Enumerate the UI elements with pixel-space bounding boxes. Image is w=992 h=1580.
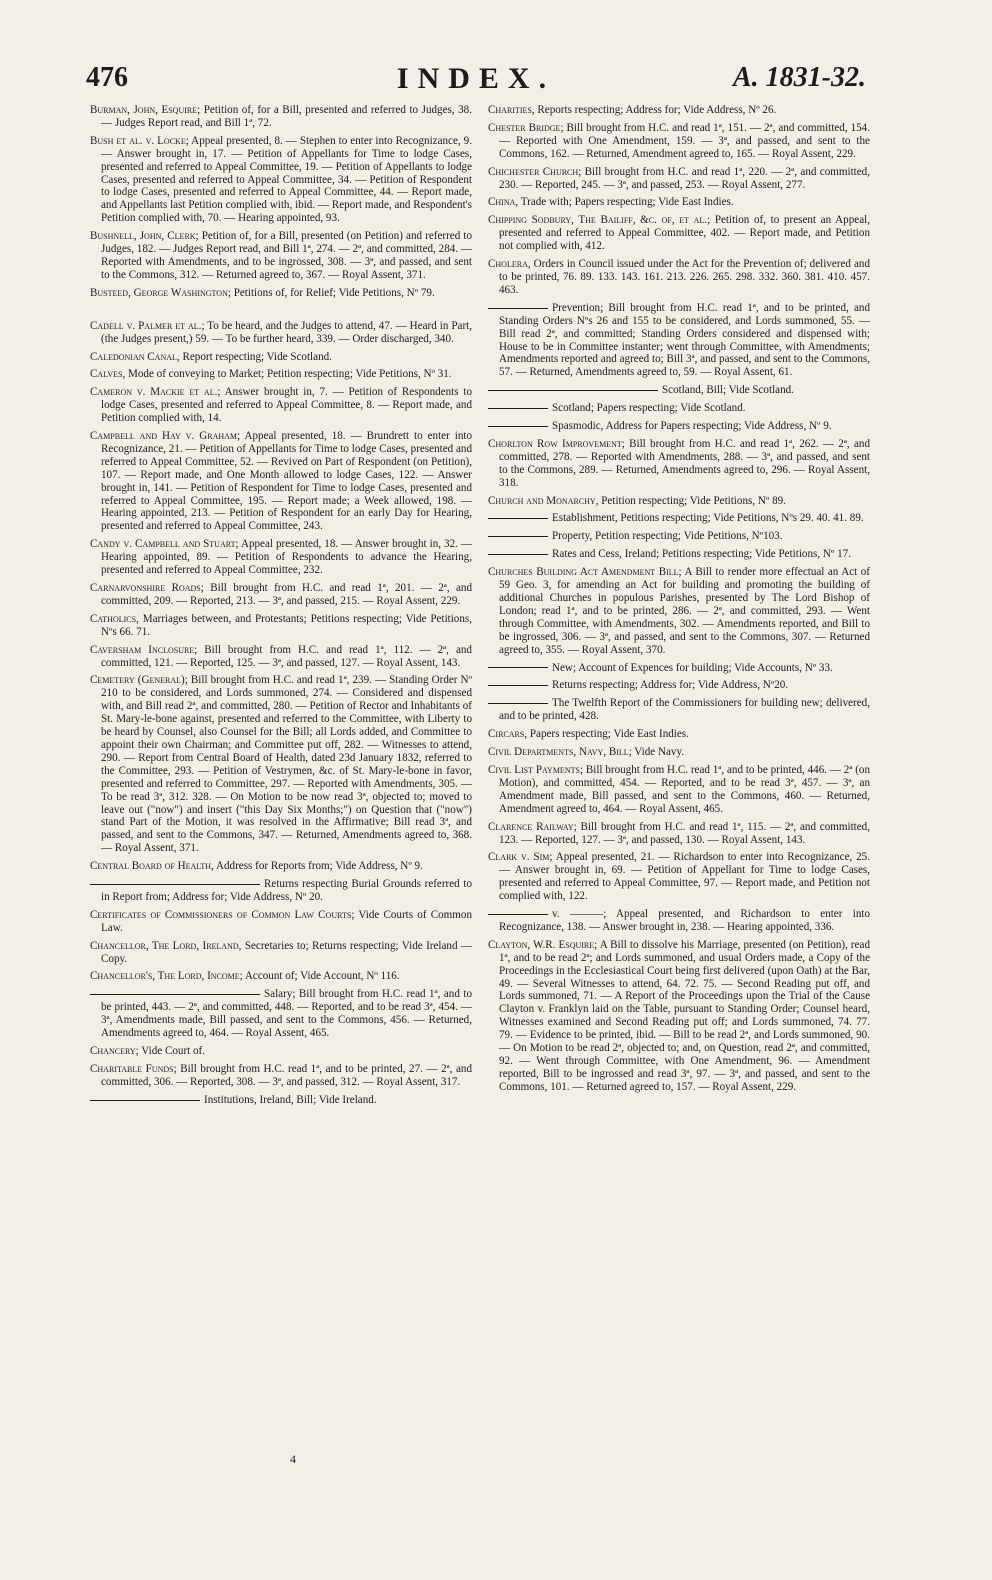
index-entry xyxy=(488,258,870,297)
index-entry xyxy=(488,122,870,161)
left-column xyxy=(90,104,472,1112)
index-entry xyxy=(488,420,870,433)
ditto-rule xyxy=(488,308,548,309)
index-entry xyxy=(488,662,870,675)
entry-headword: Cadell v. Palmer et al. xyxy=(90,319,202,332)
entry-text: ; Account of; Vide Account, Nº 116. xyxy=(239,970,400,983)
entry-headword: Clarence Railway xyxy=(488,820,574,833)
entry-headword: Chancery xyxy=(90,1045,136,1057)
index-entry xyxy=(488,214,870,253)
entry-headword: Central Board of Health xyxy=(90,860,212,873)
entry-text: ; Appeal presented, 18. — Answer brought in, 32. — Hearing appointed, 89. — Petition of Respondents to advance the Hearing, presented and referred to Appeal Committee, 232. xyxy=(101,538,472,577)
entry-headword: Caledonian Canal xyxy=(90,350,177,363)
entry-headword: Cholera xyxy=(488,258,528,271)
entry-text: ; Answer brought in, 7. — Petition of Respondents to lodge Cases, presented and referred to Appeal Committee, 8. — Report made, and Petition complied with, 14. xyxy=(101,386,472,425)
ditto-rule xyxy=(90,994,260,995)
page-title: INDEX. xyxy=(396,62,556,95)
ditto-rule xyxy=(488,914,548,915)
index-entry xyxy=(90,368,472,381)
index-entry xyxy=(488,495,870,508)
entry-text: ; Bill brought from H.C. and read 1ª, 239. — Standing Order Nº 210 to be considered, and Lords summoned, 274. — Considered and dispensed with, and Bill read 2ª, and committed, 280. — Petition of Rector and Inhabitants of St. Mary-le-bone against, presented and referred to the Committee, with Liberty to be heard by Counsel, also Counsel for the Bill; all Lords added, and Committee to appoint their own Chairman; and Committee put off, 282. — Witnesses to attend, 290. — Report from Central Board of Health, dated 23d January 1832, referred to the Committee, 293. — Petition of Vestrymen, &c. of St. Mary-le-bone in favor, presented and referred to Committee, 297. — Reported with Amendments, 305. — To be read 3ª, 312. 328. — On Motion to be now read 3ª, objected to; moved to leave out ("now") and insert ("this Day Six Months;") on Question that ("now") stand Part of the Motion, it was resolved in the Affirmative; Bill read 3ª, and passed, and sent to the Commons, 347. — Returned, Amendments agreed to, 368. — Royal Assent, 371. xyxy=(101,674,472,855)
entry-headword: Certificates of Commissioners of Common Law Courts xyxy=(90,908,352,921)
page-number: 476 xyxy=(86,62,128,93)
entry-text: The Twelfth Report of the Commissioners for building new; delivered, and to be printed, 428. xyxy=(499,697,870,723)
entry-headword: Cameron v. Mackie et al. xyxy=(90,386,218,399)
entry-headword: Chester Bridge xyxy=(488,121,561,134)
entry-headword: Candy v. Campbell and Stuart xyxy=(90,538,236,551)
index-entry xyxy=(90,430,472,533)
entry-text: ; Petitions of, for Relief; Vide Petitions, Nº 79. xyxy=(227,286,435,299)
index-entry xyxy=(488,939,870,1094)
index-entry xyxy=(90,386,472,425)
entry-text: ; Petition of, for a Bill, presented (on Petition) and referred to Judges, 182. — Judges Report read, and Bill 1ª, 274. — 2ª, and committed, 284. — Reported with Amendments, and to be ingrossed, 308. — 3ª, and passed, and sent to the Commons, 312. — Returned agreed to, 367. — Royal Assent, 371. xyxy=(101,230,472,281)
entry-headword: Churches Building Act Amendment Bill xyxy=(488,566,679,579)
signature-mark: 4 xyxy=(290,1452,296,1466)
entry-text: ; Petition of, to present an Appeal, presented and referred to Appeal Committee, 402. — Report made, and Petition not complied with, 412. xyxy=(499,214,870,253)
ditto-rule xyxy=(488,667,548,668)
entry-headword: Civil Departments, Navy, Bill xyxy=(488,746,629,759)
entry-text: , Secretaries to; Returns respecting; Vide Ireland — Copy. xyxy=(101,939,472,965)
entry-text: ; Bill brought from H.C. and read 1ª, 115. — 2ª, and committed, 123. — Reported, 127. — 3ª, and passed, 130. — Royal Assent, 143. xyxy=(499,820,870,846)
ditto-rule xyxy=(488,536,548,537)
entry-headword: Civil List Payments xyxy=(488,763,580,776)
index-entry xyxy=(488,302,870,379)
entry-text: ; Petition of, for a Bill, presented and referred to Judges, 38. — Judges Report read, and Bill 1ª, 72. xyxy=(101,104,472,129)
entry-text: Establishment, Petitions respecting; Vide Petitions, Nºs 29. 40. 41. 89. xyxy=(552,512,864,525)
entry-text: ; Bill brought from H.C. and read 1ª, 262. — 2ª, and committed, 278. — Reported with Amendments, 288. — 3ª, and passed, and sent to the Commons, 289. — Returned, Amendments agreed to, 296. — Royal Assent, 318. xyxy=(499,437,870,489)
index-entry xyxy=(90,970,472,983)
index-entry xyxy=(488,566,870,656)
ditto-rule xyxy=(488,390,658,391)
entry-headword: Catholics xyxy=(90,612,137,625)
index-entry xyxy=(90,320,472,346)
ditto-rule xyxy=(488,408,548,409)
index-entry xyxy=(488,746,870,759)
entry-text: Rates and Cess, Ireland; Petitions respecting; Vide Petitions, Nº 17. xyxy=(552,548,851,561)
index-entry xyxy=(488,438,870,490)
entry-text: New; Account of Expences for building; Vide Accounts, Nº 33. xyxy=(552,661,833,674)
entry-headword: Bushnell, John, Clerk xyxy=(90,230,196,243)
ditto-rule xyxy=(488,518,548,519)
entry-text: ; A Bill to render more effectual an Act of 59 Geo. 3, for amending an Act for building and promoting the building of additional Churches in populous Parishes, presented by The Lord Bishop of London; read 1ª, and to be printed, 286. — 2ª, and committed, 293. — Went through Committee, with Amendments, 302. — Amendments reported, and Bill to be ingrossed, 306. — 3ª, and passed, and sent to the Commons, 307. — Returned agreed to, 355. — Royal Assent, 370. xyxy=(499,566,870,656)
index-entry xyxy=(488,697,870,723)
entry-text: v. ———; Appeal presented, and Richardson to enter into Recognizance, 138. — Answer brought in, 238. — Hearing appointed, 336. xyxy=(499,908,870,933)
entry-headword: Clayton, W.R. Esquire xyxy=(488,938,595,951)
entry-headword: Chancellor, The Lord, Ireland xyxy=(90,939,239,952)
entry-text: ; Vide Courts of Common Law. xyxy=(101,908,472,934)
entry-text: Scotland, Bill; Vide Scotland. xyxy=(662,384,794,397)
entry-text: ; Vide Navy. xyxy=(628,746,685,759)
index-entry xyxy=(90,351,472,364)
entry-headword: Cemetery (General) xyxy=(90,674,185,687)
index-entry xyxy=(488,851,870,903)
entry-text: Scotland; Papers respecting; Vide Scotland. xyxy=(552,402,746,415)
index-entry xyxy=(90,878,472,904)
index-entry xyxy=(90,674,472,855)
entry-text: , Report respecting; Vide Scotland. xyxy=(176,350,332,363)
entry-text: , Petition respecting; Vide Petitions, Nº 89. xyxy=(595,494,786,507)
entry-text: , Reports respecting; Address for; Vide Address, Nº 26. xyxy=(531,104,777,116)
entry-text: ; Vide Court of. xyxy=(135,1045,206,1057)
right-column xyxy=(488,104,870,1099)
entry-headword: Church and Monarchy xyxy=(488,494,596,507)
index-entry xyxy=(488,512,870,525)
entry-text: ; Bill brought from H.C. and read 1ª, 151. — 2ª, and committed, 154. — Reported with One Amendment, 159. — 3ª, and passed, and sent to the Commons, 162. — Returned, Amendment agreed to, 165. — Royal Assent, 229. xyxy=(499,121,870,160)
index-entry xyxy=(90,909,472,935)
index-entry xyxy=(488,548,870,561)
entry-text: Spasmodic, Address for Papers respecting; Vide Address, Nº 9. xyxy=(552,420,832,433)
index-entry xyxy=(90,613,472,639)
entry-text: , Mode of conveying to Market; Petition respecting; Vide Petitions, Nº 31. xyxy=(122,368,452,381)
entry-text: ; To be heard, and the Judges to attend, 47. — Heard in Part, (the Judges present,) 59. — To be further heard, 339. — Order discharged, 340. xyxy=(101,319,472,345)
entry-headword: Charitable Funds xyxy=(90,1062,174,1075)
entry-text: Salary; Bill brought from H.C. read 1ª, and to be printed, 443. — 2ª, and committed, 448. — Reported, and to be read 3ª, 454. — 3ª, Amendments made, Bill passed, and sent to the Commons, 456. — Returned, Amendments agreed to, 464. — Royal Assent, 465. xyxy=(101,988,472,1040)
index-entry xyxy=(90,582,472,608)
index-entry xyxy=(90,940,472,966)
index-entry xyxy=(90,135,472,225)
index-entry xyxy=(488,166,870,192)
index-entry xyxy=(488,764,870,816)
entry-headword: Burman, John, Esquire xyxy=(90,104,198,116)
entry-text: ; Appeal presented, 18. — Brundrett to enter into Recognizance, 21. — Petition of Appellants for Time to lodge Cases, presented and referred to Appeal Committee, 52. — Revived on Part of Respondent (on Petition), 107. — Report made, and One Month allowed to lodge Cases, 122. — Answer brought in, 141. — Petition of Respondent for Time to lodge Cases, presented and referred to Appeal Committee, 195. — Report made; a Week allowed, 198. — Hearing appointed, 213. — Petition of Respondent for an early Day for Hearing, presented and referred to Appeal Committee, 243. xyxy=(101,430,472,533)
entry-text: Returns respecting; Address for; Vide Address, Nº20. xyxy=(552,679,789,692)
index-entry xyxy=(90,230,472,282)
ditto-rule xyxy=(488,554,548,555)
index-entry xyxy=(90,1045,472,1058)
entry-headword: Circars xyxy=(488,728,525,741)
entry-headword: Calves xyxy=(90,368,123,381)
entry-text: Institutions, Ireland, Bill; Vide Ireland. xyxy=(204,1093,377,1106)
entry-headword: Busteed, George Washington xyxy=(90,286,228,299)
ditto-rule xyxy=(488,703,548,704)
entry-headword: Caversham Inclosure xyxy=(90,643,195,656)
entry-headword: Campbell and Hay v. Graham xyxy=(90,430,238,443)
entry-headword: Charities xyxy=(488,104,532,116)
entry-text: ; Bill brought from H.C. read 1ª, and to be printed, 446. — 2ª (on Motion), and committed, 454. — Reported, and to be read 3ª, 457. — 3ª, an Amendment made, Bill passed, and sent to the Commons, 460. — Returned, Amendment agreed to, 464. — Royal Assent, 465. xyxy=(499,763,870,815)
entry-text: , Orders in Council issued under the Act for the Prevention of; delivered and to be printed, 76. 89. 133. 143. 161. 213. 226. 265. 298. 332. 360. 381. 410. 457. 463. xyxy=(499,258,870,296)
entry-headword: Chorlton Row Improvement xyxy=(488,437,622,450)
ditto-rule xyxy=(488,685,548,686)
entry-text: Prevention; Bill brought from H.C. read 1ª, and to be printed, and Standing Orders Nºs 26 and 155 to be considered, and Lords summoned, 55. — Bill read 2ª, and committed; Standing Orders considered and dispensed with; House to be in Committee instanter; went through Committee, with Amendments; Amendments reported and agreed to; Bill 3ª, and passed, and sent to the Commons, 57. — Returned, Amendments agreed to, 59. — Royal Assent, 61. xyxy=(499,301,870,379)
index-entry xyxy=(488,821,870,847)
entry-text: ; Appeal presented, 21. — Richardson to enter into Recognizance, 25. — Answer brought in, 69. — Petition of Appellant for Time to lodge Cases, presented and referred to Appeal Committee, 97. — Report made, and Petition not complied with, 122. xyxy=(499,851,870,903)
entry-headword: Bush et al. v. Locke xyxy=(90,134,186,147)
entry-headword: Chancellor's, The Lord, Income xyxy=(90,970,240,983)
entry-text: ; Bill brought from H.C. read 1ª, and to be printed, 27. — 2ª, and committed, 306. — Reported, 308. — 3ª, and passed, 312. — Royal Assent, 317. xyxy=(101,1062,473,1088)
entry-headword: Chichester Church xyxy=(488,165,579,178)
index-entry xyxy=(90,287,472,300)
entry-text: Property, Petition respecting; Vide Petitions, Nº103. xyxy=(552,530,783,543)
entry-headword: Chipping Sodbury, The Bailiff, &c. of, et al. xyxy=(488,214,708,227)
index-entry xyxy=(488,679,870,692)
index-entry xyxy=(488,530,870,543)
index-entry xyxy=(90,988,472,1040)
ditto-rule xyxy=(488,426,548,427)
index-entry xyxy=(488,402,870,415)
index-entry xyxy=(488,908,870,934)
index-entry xyxy=(90,1063,472,1089)
entry-text: , Address for Reports from; Vide Address, Nº 9. xyxy=(211,860,423,873)
index-entry xyxy=(90,104,472,130)
entry-text: Returns respecting Burial Grounds referred to in Report from; Address for; Vide Address, Nº 20. xyxy=(101,878,472,903)
page-header xyxy=(86,62,866,102)
ditto-rule xyxy=(90,1100,200,1101)
index-entry xyxy=(90,1094,472,1107)
entry-text: , Trade with; Papers respecting; Vide East Indies. xyxy=(515,196,734,209)
entry-text: ; Appeal presented, 8. — Stephen to enter into Recognizance, 9. — Answer brought in, 17. — Petition of Appellants for Time to lodge Cases, presented and referred to Appeal Committee, 19. — Petition of Appellants to lodge Cases, presented and referred to Appeal Committee, 34. — Petition of Respondent to lodge Cases, presented and referred to Appeal Committee, 44. — Report made, and Appellants last Petition complied with, ibid. — Report made, and Respondent's Petition complied with, 70. — Hearing appointed, 93. xyxy=(101,134,472,225)
entry-text: ; Bill brought from H.C. and read 1ª, 201. — 2ª, and committed, 209. — Reported, 213. — 3ª, and passed, 215. — Royal Assent, 229. xyxy=(101,582,472,607)
index-entry xyxy=(488,196,870,209)
entry-text: ; Bill brought from H.C. and read 1ª, 220. — 2ª, and committed, 230. — Reported, 245. — 3ª, and passed, 253. — Royal Assent, 277. xyxy=(499,165,870,191)
entry-text: ; Bill brought from H.C. and read 1ª, 112. — 2ª, and committed, 121. — Reported, 125. — 3ª, and passed, 127. — Royal Assent, 143. xyxy=(101,643,472,669)
ditto-rule xyxy=(90,884,260,885)
index-entry xyxy=(488,728,870,741)
index-entry xyxy=(90,860,472,873)
index-entry xyxy=(488,104,870,117)
index-entry xyxy=(90,538,472,577)
entry-headword: Clark v. Sim xyxy=(488,851,550,864)
index-entry xyxy=(90,644,472,670)
entry-text: , Marriages between, and Protestants; Petitions respecting; Vide Petitions, Nºs 66. 71. xyxy=(101,612,472,638)
page-year: A. 1831-32. xyxy=(733,62,866,93)
entry-text: , Papers respecting; Vide East Indies. xyxy=(524,728,689,741)
index-entry xyxy=(488,384,870,397)
entry-headword: Carnarvonshire Roads xyxy=(90,582,201,594)
entry-headword: China xyxy=(488,196,516,209)
entry-text: ; A Bill to dissolve his Marriage, presented (on Petition), read 1ª, and to be read 2ª; and Lords summoned, and usual Orders made, a Copy of the Proceedings in the Ecclesiastical Court being first delivered (upon Oath) at the Bar, 49. — Several Witnesses to attend, 64. 72. 75. — Second Reading put off, and Lords summoned, 71. — A Report of the Proceedings upon the Trial of the Cause Clayton v. Franklyn laid on the Table, pursuant to Standing Order; Counsel heard, Witnesses examined and Second Reading put off; and Lords summoned, 74. 77. 79. — Evidence to be printed, ibid. — Bill to be read 2ª, and Lords summoned, 90. — On Motion to be read 2ª, objected to; and, on Question, read 2ª, and committed, 92. — Went through Committee, with One Amendment, 96. — Amendment reported, Bill to be ingrossed and read 3ª, 97. — 3ª, and passed, and sent to the Commons, 101. — Returned agreed to, 157. — Royal Assent, 229. xyxy=(499,938,871,1093)
